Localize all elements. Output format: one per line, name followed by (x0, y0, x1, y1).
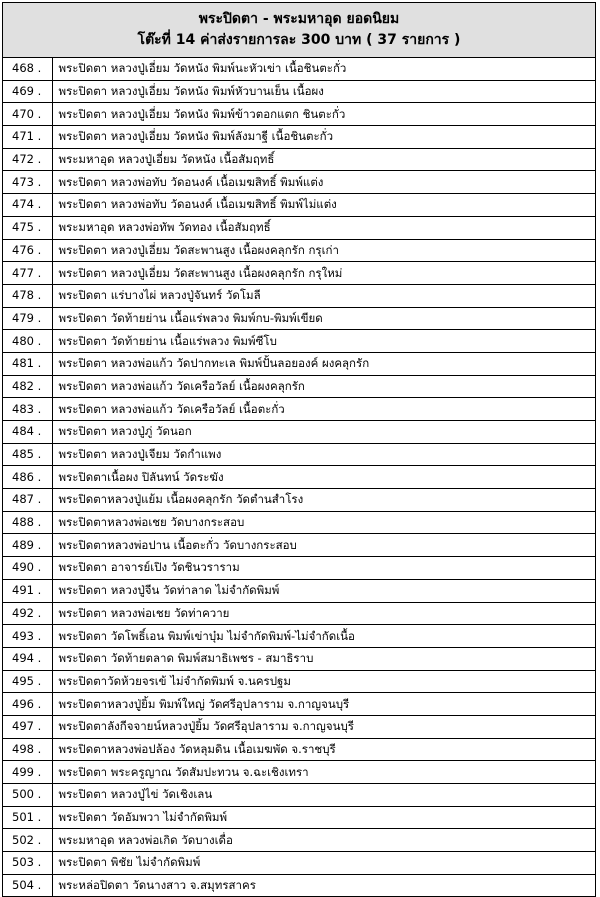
row-item-name: พระปิดตา หลวงพ่อแก้ว วัดเครือวัลย์ เนื้อผงคลุกรัก (52, 375, 595, 398)
row-number: 494 . (3, 647, 52, 670)
row-item-name: พระปิดตา หลวงปู่เอี่ยม วัดสะพานสูง เนื้อผงคลุกรัก กรุใหม่ (52, 262, 595, 285)
row-number: 483 . (3, 398, 52, 421)
row-number: 471 . (3, 126, 52, 149)
row-item-name: พระปิดตา พระครูญาณ วัดสัมปะทวน จ.ฉะเชิงเทรา (52, 761, 595, 784)
table-row (3, 262, 595, 285)
table-row (3, 625, 595, 648)
table-row (3, 398, 595, 421)
table-row (3, 761, 595, 784)
table-row (3, 852, 595, 875)
row-number: 481 . (3, 352, 52, 375)
page-subtitle: โต๊ะที่ 14 ค่าส่งรายการละ 300 บาท ( 37 รายการ ) (137, 32, 461, 48)
row-number: 480 . (3, 330, 52, 353)
row-number: 473 . (3, 171, 52, 194)
table-row (3, 148, 595, 171)
table-row (3, 579, 595, 602)
row-number: 491 . (3, 579, 52, 602)
table-row (3, 647, 595, 670)
table-row (3, 103, 595, 126)
row-number: 478 . (3, 284, 52, 307)
row-item-name: พระปิดตาหลวงพ่อเชย วัดบางกระสอบ (52, 511, 595, 534)
row-number: 484 . (3, 421, 52, 444)
table-row (3, 829, 595, 852)
row-item-name: พระปิดตา หลวงปู่เจียม วัดกำแพง (52, 443, 595, 466)
row-item-name: พระปิดตา หลวงพ่อแก้ว วัดเครือวัลย์ เนื้อตะกั่ว (52, 398, 595, 421)
table-row (3, 806, 595, 829)
table-row (3, 602, 595, 625)
table-row (3, 239, 595, 262)
table-row (3, 738, 595, 761)
table-row (3, 216, 595, 239)
row-item-name: พระปิดตา หลวงพ่อเชย วัดท่าควาย (52, 602, 595, 625)
row-item-name: พระปิดตาหลวงพ่อปล้อง วัดหลุมดิน เนื้อเมฆพัด จ.ราชบุรี (52, 738, 595, 761)
row-item-name: พระปิดตา หลวงปู่จีน วัดท่าลาด ไม่จำกัดพิมพ์ (52, 579, 595, 602)
row-item-name: พระปิดตา หลวงปู่ไข่ วัดเชิงเลน (52, 784, 595, 807)
row-item-name: พระปิดตาหลวงปู่ยิ้ม พิมพ์ใหญ่ วัดศรีอุปลาราม จ.กาญจนบุรี (52, 693, 595, 716)
table-row (3, 534, 595, 557)
row-item-name: พระปิดตา หลวงปู่เอี่ยม วัดสะพานสูง เนื้อผงคลุกรัก กรุเก่า (52, 239, 595, 262)
row-item-name: พระหล่อปิดตา วัดนางสาว จ.สมุทรสาคร (58, 878, 256, 893)
row-item-name: พระปิดตาหลวงพ่อปาน เนื้อตะกั่ว วัดบางกระสอบ (52, 534, 595, 557)
row-number: 475 . (3, 216, 52, 239)
table-row (3, 693, 595, 716)
table-row (3, 126, 595, 149)
row-number: 493 . (3, 625, 52, 648)
table-row (3, 670, 595, 693)
row-number: 470 . (3, 103, 52, 126)
row-number: 503 . (3, 852, 52, 875)
table-row (3, 443, 595, 466)
row-item-name: พระปิดตา วัดอัมพวา ไม่จำกัดพิมพ์ (52, 806, 595, 829)
table-row (3, 466, 595, 489)
table-row (3, 421, 595, 444)
page-title: พระปิดตา - พระมหาอุด ยอดนิยม (198, 11, 400, 27)
table-row (3, 352, 595, 375)
row-number: 504 . (3, 874, 52, 896)
row-number: 498 . (3, 738, 52, 761)
row-item-name: พระปิดตา พิชัย ไม่จำกัดพิมพ์ (52, 852, 595, 875)
row-number: 488 . (3, 511, 52, 534)
table-row (3, 58, 595, 80)
row-number: 497 . (3, 715, 52, 738)
row-item-name: พระปิดตาเนื้อผง ปิลันทน์ วัดระฆัง (52, 466, 595, 489)
row-number: 468 . (3, 58, 52, 80)
row-number: 469 . (3, 80, 52, 103)
row-number: 496 . (3, 693, 52, 716)
row-number: 492 . (3, 602, 52, 625)
table-row (3, 171, 595, 194)
row-number: 500 . (3, 784, 52, 807)
row-number: 476 . (3, 239, 52, 262)
table-row (3, 874, 595, 896)
row-number: 490 . (3, 557, 52, 580)
row-item-name: พระปิดตา วัดโพธิ์เอน พิมพ์เข่าบุ๋ม ไม่จำกัดพิมพ์-ไม่จำกัดเนื้อ (52, 625, 595, 648)
table-row (3, 489, 595, 512)
table-row (3, 194, 595, 217)
row-item-name: พระปิดตา หลวงพ่อแก้ว วัดปากทะเล พิมพ์ปั้นลอยองค์ ผงคลุกรัก (52, 352, 595, 375)
row-item-name: พระปิดตาวัดห้วยจรเข้ ไม่จำกัดพิมพ์ จ.นครปฐม (52, 670, 595, 693)
listing-sheet (2, 2, 596, 897)
table-row (3, 375, 595, 398)
row-item-name: พระปิดตา หลวงพ่อทับ วัดอนงค์ เนื้อเมฆสิทธิ์ พิมพ์แต่ง (52, 171, 595, 194)
row-item-name: พระมหาอุด หลวงปู่เอี่ยม วัดหนัง เนื้อสัมฤทธิ์ (52, 148, 595, 171)
table-row (3, 784, 595, 807)
row-number: 479 . (3, 307, 52, 330)
row-item-name: พระปิดตา หลวงพ่อทับ วัดอนงค์ เนื้อเมฆสิทธิ์ พิมพ์ไม่แต่ง (52, 194, 595, 217)
row-item-name: พระมหาอุด หลวงพ่อเกิด วัดบางเดื่อ (52, 829, 595, 852)
table-row (3, 557, 595, 580)
row-item-name: พระปิดตา หลวงปู่เอี่ยม วัดหนัง พิมพ์ข้าวตอกแตก ชินตะกั่ว (52, 103, 595, 126)
row-item-name: พระปิดตา หลวงปู่เอี่ยม วัดหนัง พิมพ์นะหัวเข่า เนื้อชินตะกั่ว (52, 58, 595, 80)
table-row (3, 511, 595, 534)
row-number: 499 . (3, 761, 52, 784)
row-item-name: พระปิดตา หลวงปู่เอี่ยม วัดหนัง พิมพ์ลังมาฐี เนื้อชินตะกั่ว (52, 126, 595, 149)
table-row (3, 284, 595, 307)
row-item-name: พระปิดตาลังกีจจายน์หลวงปู่ยิ้ม วัดศรีอุปลาราม จ.กาญจนบุรี (52, 715, 595, 738)
table-row (3, 715, 595, 738)
row-item-name: พระปิดตา หลวงปู่เอี่ยม วัดหนัง พิมพ์หัวบานเย็น เนื้อผง (52, 80, 595, 103)
row-number: 477 . (3, 262, 52, 285)
row-item-name: พระมหาอุด หลวงพ่อทัพ วัดทอง เนื้อสัมฤทธิ์ (52, 216, 595, 239)
row-number: 495 . (3, 670, 52, 693)
row-number: 485 . (3, 443, 52, 466)
row-item-name: พระปิดตา วัดท้ายตลาด พิมพ์สมาธิเพชร - สมาธิราบ (52, 647, 595, 670)
row-item-name: พระปิดตา วัดท้ายย่าน เนื้อแร่พลวง พิมพ์ซีโบ (52, 330, 595, 353)
row-number: 472 . (3, 148, 52, 171)
table-row (3, 307, 595, 330)
table-row (3, 330, 595, 353)
row-item-name: พระปิดตาหลวงปู่แย้ม เนื้อผงคลุกรัก วัดตำนสำโรง (52, 489, 595, 512)
row-item-name: พระปิดตา วัดท้ายย่าน เนื้อแร่พลวง พิมพ์กบ-พิมพ์เขียด (52, 307, 595, 330)
row-number: 482 . (3, 375, 52, 398)
row-number: 489 . (3, 534, 52, 557)
amulet-table (3, 58, 595, 896)
row-number: 486 . (3, 466, 52, 489)
row-item-name: พระปิดตา หลวงปู่ภู่ วัดนอก (52, 421, 595, 444)
row-item-name: พระปิดตา แร่บางไผ่ หลวงปู่จันทร์ วัดโมลี (52, 284, 595, 307)
table-row (3, 80, 595, 103)
row-number: 501 . (3, 806, 52, 829)
row-item-name: พระปิดตา อาจารย์เปิง วัดชินวราราม (52, 557, 595, 580)
row-number: 474 . (3, 194, 52, 217)
table-header (3, 3, 595, 58)
row-number: 502 . (3, 829, 52, 852)
row-number: 487 . (3, 489, 52, 512)
